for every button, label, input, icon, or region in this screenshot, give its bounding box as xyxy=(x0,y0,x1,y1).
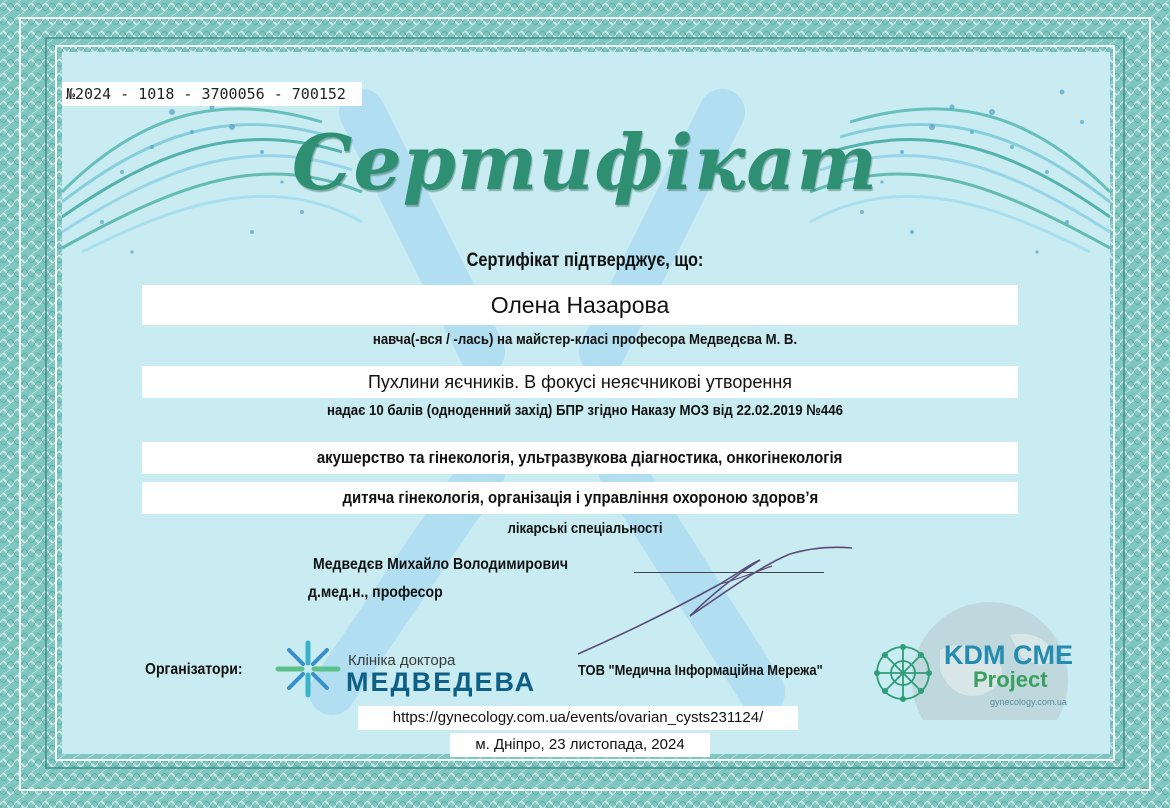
points-text: надає 10 балів (одноденний захід) БПР згідно Наказу МОЗ від 22.02.2019 №446 xyxy=(327,402,843,419)
recipient-name: Олена Назарова xyxy=(142,285,1018,325)
signature xyxy=(560,536,860,676)
certificate-title: Сертифікат xyxy=(291,118,879,207)
kdm-site: gynecology.com.ua xyxy=(990,697,1067,707)
specialty-line-1 xyxy=(142,442,1018,474)
event-url[interactable]: https://gynecology.com.ua/events/ovarian_cysts231124/ xyxy=(358,706,798,730)
partner-name: ТОВ "Медична Інформаційна Мережа" xyxy=(578,662,823,679)
place-date: м. Дніпро, 23 листопада, 2024 xyxy=(450,733,710,757)
specialties-label: лікарські спеціальності xyxy=(507,520,663,537)
specialty-text-2: дитяча гінекологія, організація і управління охороною здоров’я xyxy=(342,488,818,507)
confirm-text: Сертифікат підтверджує, що: xyxy=(466,250,704,271)
signer-name: Медведєв Михайло Володимирович xyxy=(313,556,568,573)
network-circle-icon xyxy=(868,640,938,706)
event-topic: Пухлини яєчників. В фокусі неяєчникові утворення xyxy=(142,366,1018,398)
serial-number: №2024 - 1018 - 3700056 - 700152 xyxy=(62,82,362,106)
kdm-project: Project xyxy=(973,667,1048,692)
specialty-line-2 xyxy=(142,482,1018,514)
snowflake-star-icon xyxy=(268,638,348,700)
studied-text: навча(-вся / -лась) на майстер-класі професора Медведєва М. В. xyxy=(372,331,798,348)
clinic-name-big: МЕДВЕДЕВА xyxy=(346,667,537,697)
specialty-text-1: акушерство та гінекологія, ультразвукова діагностика, онкогінекологія xyxy=(317,448,843,467)
organizers-label: Організатори: xyxy=(145,661,243,678)
kdm-title: KDM CME xyxy=(944,640,1073,670)
clinic-name-small: Клініка доктора xyxy=(348,652,456,669)
signer-degree: д.мед.н., професор xyxy=(308,584,443,601)
